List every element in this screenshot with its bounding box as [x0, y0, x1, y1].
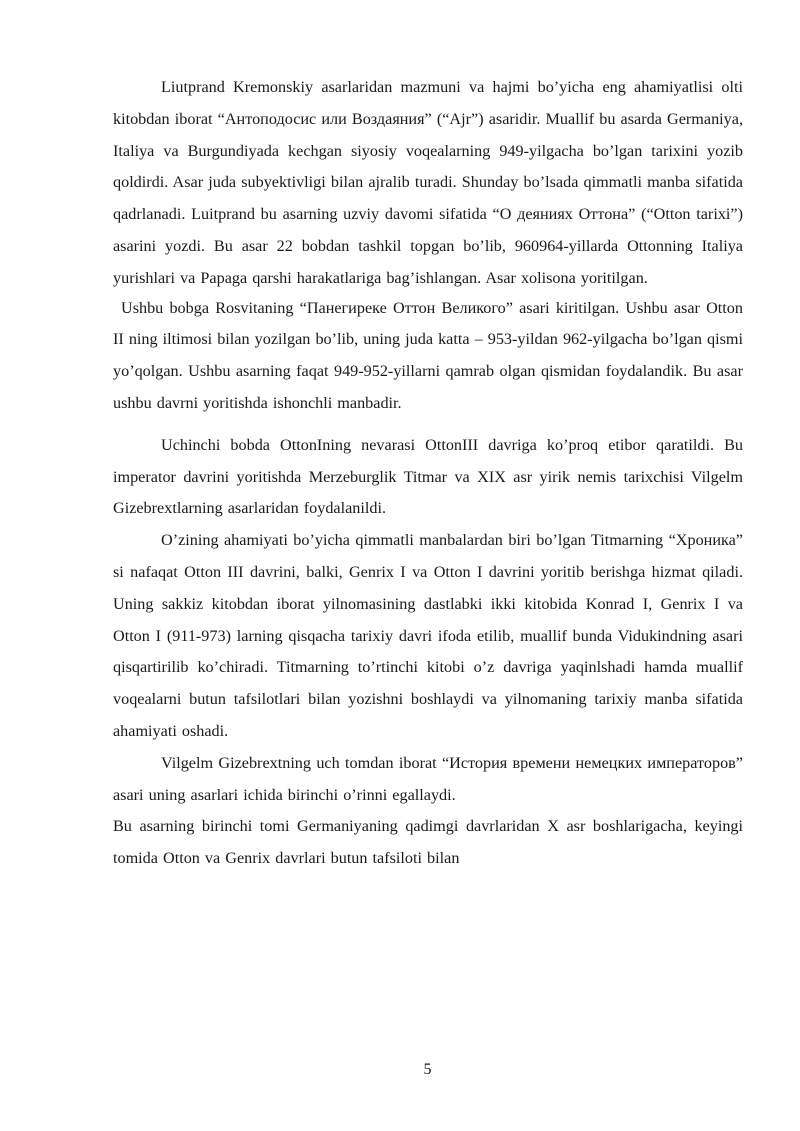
paragraph-ajr: Liutprand Kremonskiy asarlaridan mazmuni va hajmi bo’yicha eng ahamiyatlisi olti kitobdan iborat “Антоподосис или Воздаяния” (“Ajr”) asaridir. Muallif bu asarda Germaniya, Italiya va Burgundiyada kechgan siyosiy voqealarning 949-yilgacha bo’lgan tarixini yozib qoldirdi. Asar juda subyektivligi bilan ajralib turadi. Shunday bo’lsada qimmatli manba sifatida qadrlanadi. Luitprand bu asarning uzviy davomi sifatida “О деяниях Оттона” (“Otton tarixi”) asarini yozdi. Bu asar 22 bobdan tashkil topgan bo’lib, 960964-yillarda Ottonning Italiya yurishlari va Papaga qarshi harakatlariga bag’ishlangan. Asar xolisona yoritilgan. [113, 78, 743, 287]
paragraph-first-volume: Bu asarning birinchi tomi Germaniyaning qadimgi davrlaridan X asr boshlarigacha, keyingi tomida Otton va Genrix davrlari butun tafsiloti bilan [113, 817, 743, 868]
paragraph-titmar: O’zining ahamiyati bo’yicha qimmatli manbalardan biri bo’lgan Titmarning “Хроника” si nafaqat Otton III davrini, balki, Genrix I va Otton I davrini yoritib berishga hizmat qiladi. Uning sakkiz kitobdan iborat yilnomasining dastlabki ikki kitobida Konrad I, Genrix I va Otton I (911-973) larning qisqacha tarixiy davri ifoda etilib, muallif bunda Vidukindning asari qisqartirilib ko’chiradi. Titmarning to’rtinchi kitobi o’z davriga yaqinlshadi hamda muallif voqealarni butun tafsilotlari bilan yozishni boshlaydi va yilnomaning tarixiy manba sifatida ahamiyati oshadi. [113, 531, 743, 740]
paragraph-gizebrext: Vilgelm Gizebrextning uch tomdan iborat “История времени немецких императоров” asari uning asarlari ichida birinchi o’rinni egallaydi. [113, 753, 743, 804]
paragraph-rosvita: Ushbu bobga Rosvitaning “Панегиреке Оттон Великого” asari kiritilgan. Ushbu asar Otton II ning iltimosi bilan yozilgan bo’lib, uning juda katta – 953-yildan 962-yilgacha bo’lgan qismi yo’qolgan. Ushbu asarning faqat 949-952-yillarni qamrab olgan qismidan foydalandik. Bu asar ushbu davrni yoritishda ishonchli manbadir. [113, 298, 743, 412]
page-number: 5 [423, 1061, 432, 1078]
body-text [113, 72, 743, 875]
paragraph-third-chapter: Uchinchi bobda OttonIning nevarasi OttonIII davriga ko’proq etibor qaratildi. Bu imperator davrini yoritishda Merzeburglik Titmar va XIX asr yirik nemis tarixchisi Vilgelm Gizebrextlarning asarlaridan foydalanildi. [113, 435, 743, 518]
